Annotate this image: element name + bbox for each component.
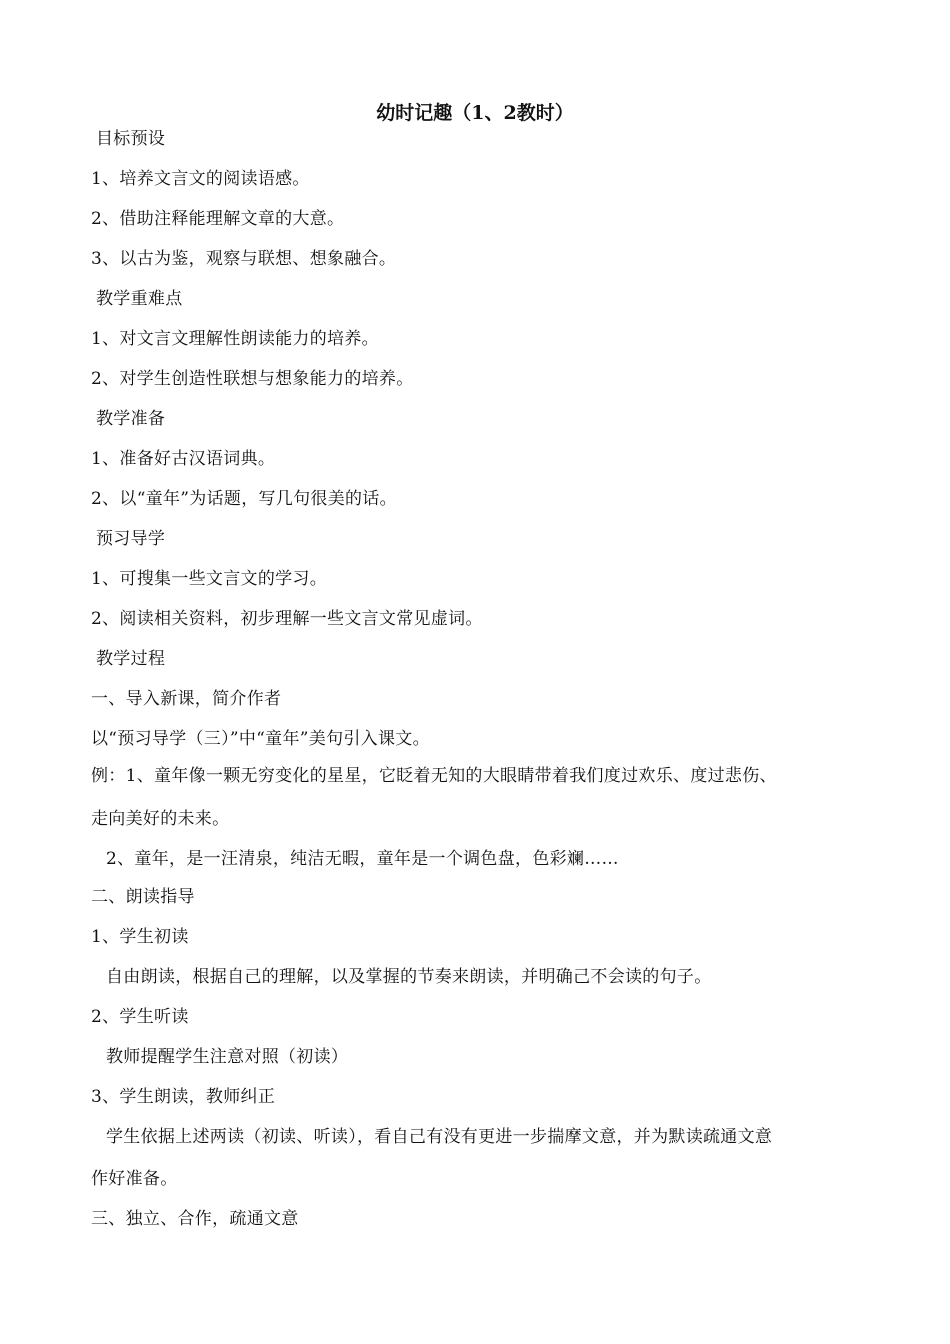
text-line: 1、对文言文理解性朗读能力的培养。 [91, 329, 379, 349]
text-line: 3、以古为鉴，观察与联想、想象融合。 [91, 249, 397, 269]
document-title: 幼时记趣（1、2教时） [376, 102, 574, 124]
section-heading-key-points: 教学重难点 [96, 289, 183, 309]
section-heading-preparation: 教学准备 [96, 409, 166, 429]
text-line: 2、童年，是一汪清泉，纯洁无暇，童年是一个调色盘，色彩斓…… [106, 849, 619, 869]
text-line: 以“预习导学（三）”中“童年”美句引入课文。 [91, 729, 430, 749]
text-line: 2、借助注释能理解文章的大意。 [91, 209, 345, 229]
text-line: 教师提醒学生注意对照（初读） [106, 1047, 349, 1067]
text-line: 例：1、童年像一颗无穷变化的星星，它眨着无知的大眼睛带着我们度过欢乐、度过悲伤、 [91, 766, 777, 786]
section-heading-preview: 预习导学 [96, 529, 166, 549]
text-line: 1、准备好古汉语词典。 [91, 449, 276, 469]
text-line: 2、以“童年”为话题，写几句很美的话。 [91, 489, 397, 509]
text-line: 自由朗读，根据自己的理解，以及掌握的节奏来朗读，并明确己不会读的句子。 [106, 967, 712, 987]
text-line: 1、可搜集一些文言文的学习。 [91, 569, 328, 589]
text-line: 三、独立、合作，疏通文意 [91, 1209, 299, 1229]
text-line: 一、导入新课，简介作者 [91, 689, 282, 709]
text-line: 学生依据上述两读（初读、听读），看自己有没有更进一步揣摩文意，并为默读疏通文意 [106, 1127, 773, 1147]
text-line: 2、对学生创造性联想与想象能力的培养。 [91, 369, 414, 389]
text-line: 3、学生朗读，教师纠正 [91, 1087, 276, 1107]
text-line: 2、阅读相关资料，初步理解一些文言文常见虚词。 [91, 609, 483, 629]
text-line: 走向美好的未来。 [91, 809, 230, 829]
text-line: 二、朗读指导 [91, 887, 195, 907]
text-line: 2、学生听读 [91, 1007, 189, 1027]
text-line: 作好准备。 [91, 1169, 178, 1189]
section-heading-goals: 目标预设 [96, 129, 166, 149]
section-heading-process: 教学过程 [96, 649, 166, 669]
text-line: 1、学生初读 [91, 927, 189, 947]
text-line: 1、培养文言文的阅读语感。 [91, 169, 310, 189]
